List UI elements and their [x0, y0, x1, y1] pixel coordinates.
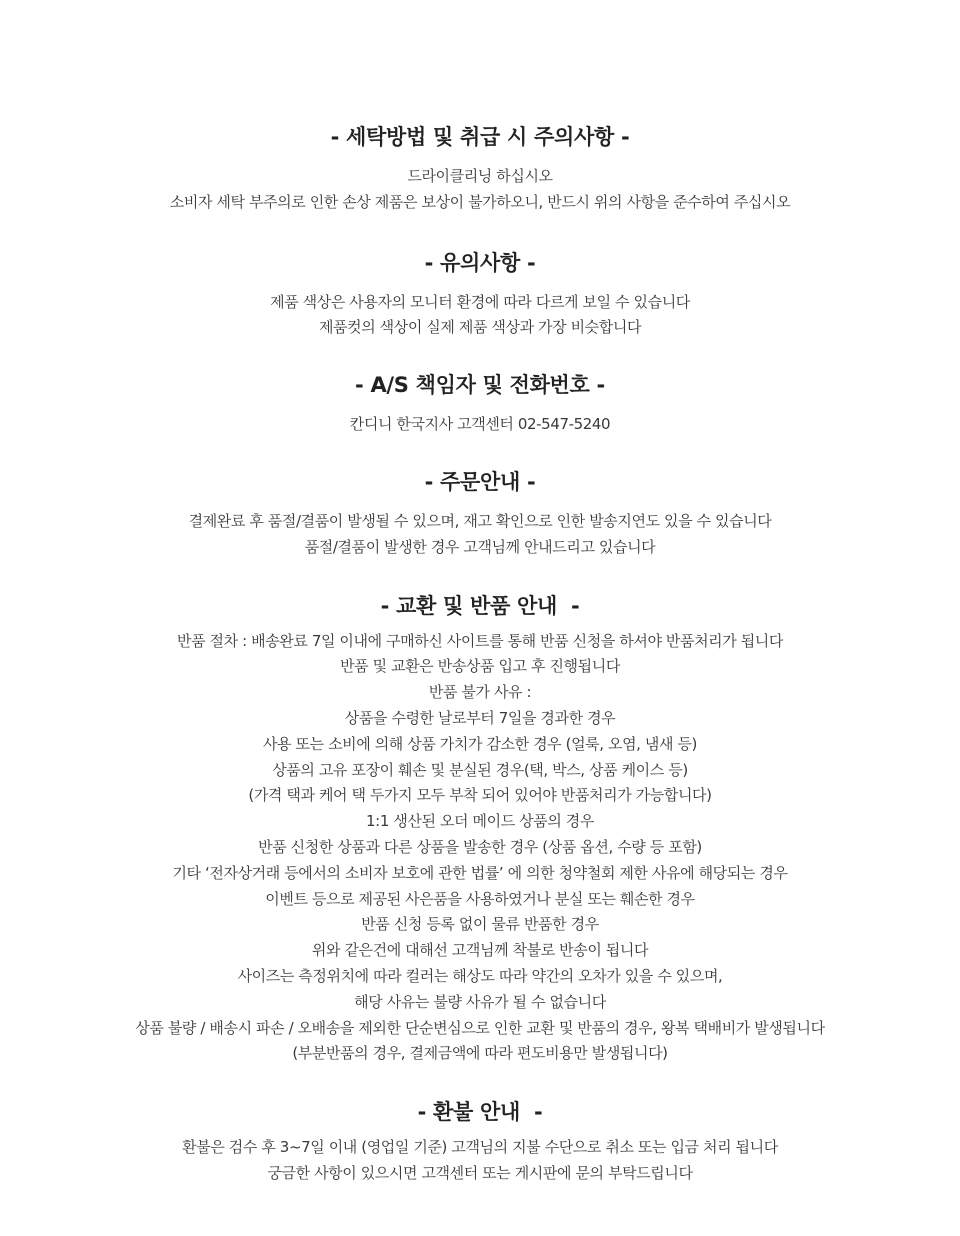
text-line: 반품 신청한 상품과 다른 상품을 발송한 경우 (상품 옵션, 수량 등 포함): [258, 837, 702, 856]
text-line: 상품 불량 / 배송시 파손 / 오배송을 제외한 단순변심으로 인한 교환 및 반품의 경우, 왕복 택배비가 발생됩니다: [135, 1018, 825, 1037]
after-service-section: [0, 368, 960, 438]
text-line: 환불은 검수 후 3~7일 이내 (영업일 기준) 고객님의 지불 수단으로 취소 또는 입금 처리 됩니다: [182, 1138, 778, 1157]
text-line: 제품 색상은 사용자의 모니터 환경에 따라 다르게 보일 수 있습니다: [270, 292, 690, 311]
contact-line: 칸디니 한국지사 고객센터 02-547-5240: [349, 415, 611, 434]
text-line: 결제완료 후 품절/결품이 발생될 수 있으며, 재고 확인으로 인한 발송지연도 있을 수 있습니다: [188, 511, 772, 530]
section-body: [0, 290, 960, 342]
text-line: 품절/결품이 발생한 경우 고객님께 안내드리고 있습니다: [304, 537, 656, 556]
text-line: 소비자 세탁 부주의로 인한 손상 제품은 보상이 불가하오니, 반드시 위의 사항을 준수하여 주십시오: [169, 192, 791, 211]
text-line: (부분반품의 경우, 결제금액에 따라 편도비용만 발생됩니다): [292, 1044, 668, 1063]
washing-care-section: [0, 120, 960, 216]
section-title: - 세탁방법 및 취급 시 주의사항 -: [330, 125, 630, 149]
text-line: 이벤트 등으로 제공된 사은품을 사용하였거나 분실 또는 훼손한 경우: [265, 889, 695, 908]
text-line: 기타 ‘전자상거래 등에서의 소비자 보호에 관한 법률’ 에 의한 청약철회 제한 사유에 해당되는 경우: [172, 863, 788, 882]
text-line: 사용 또는 소비에 의해 상품 가치가 감소한 경우 (얼룩, 오염, 냄새 등): [262, 734, 698, 753]
section-body: [0, 1135, 960, 1187]
section-title: - 주문안내 -: [424, 469, 536, 494]
order-info-section: [0, 465, 960, 561]
text-line: 1:1 생산된 오더 메이드 상품의 경우: [366, 812, 594, 831]
text-line: 반품 불가 사유 :: [428, 683, 532, 702]
text-line: 사이즈는 측정위치에 따라 컬러는 해상도 따라 약간의 오차가 있을 수 있으며,: [237, 966, 723, 985]
refund-section: [0, 1095, 960, 1187]
exchange-return-section: [0, 589, 960, 1068]
text-line: 반품 절차 : 배송완료 7일 이내에 구매하신 사이트를 통해 반품 신청을 하셔야 반품처리가 됩니다: [176, 631, 783, 650]
text-line: 상품을 수령한 날로부터 7일을 경과한 경우: [344, 708, 616, 727]
section-body: [0, 629, 960, 1068]
text-line: 제품컷의 색상이 실제 제품 색상과 가장 비슷합니다: [318, 318, 642, 337]
section-body: [0, 509, 960, 561]
section-body: [0, 164, 960, 216]
section-body: [0, 412, 960, 438]
text-line: (가격 택과 케어 택 두가지 모두 부착 되어 있어야 반품처리가 가능합니다): [248, 786, 712, 805]
text-line: 드라이클리닝 하십시오: [407, 167, 553, 185]
section-title: - A/S 책임자 및 전화번호 -: [355, 373, 605, 398]
text-line: 해당 사유는 불량 사유가 될 수 없습니다: [354, 992, 606, 1011]
text-line: 상품의 고유 포장이 훼손 및 분실된 경우(택, 박스, 상품 케이스 등): [272, 760, 688, 779]
section-title: - 유의사항 -: [424, 250, 536, 275]
text-line: 반품 신청 등록 없이 물류 반품한 경우: [361, 915, 599, 934]
section-title: - 교환 및 반품 안내 -: [380, 593, 580, 618]
section-title: - 환불 안내 -: [417, 1100, 543, 1125]
text-line: 반품 및 교환은 반송상품 입고 후 진행됩니다: [340, 657, 620, 676]
text-line: 궁금한 사항이 있으시면 고객센터 또는 게시판에 문의 부탁드립니다: [267, 1163, 693, 1182]
text-line: 위와 같은건에 대해선 고객님께 착불로 반송이 됩니다: [311, 941, 649, 960]
notice-section: [0, 246, 960, 342]
